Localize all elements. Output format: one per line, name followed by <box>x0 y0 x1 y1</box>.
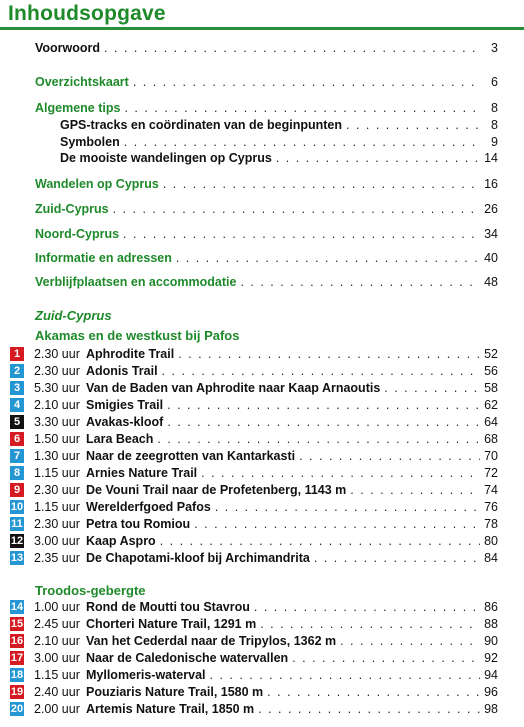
leader-dots <box>123 227 480 241</box>
leader-dots <box>240 275 480 289</box>
trail-number-badge: 17 <box>10 652 24 664</box>
toc-label: GPS-tracks en coördinaten van de beginpunten <box>60 118 342 132</box>
leader-dots <box>162 364 480 378</box>
trail-duration: 2.45 uur <box>34 617 80 631</box>
toc-label: Zuid-Cyprus <box>35 202 109 216</box>
trail-page: 90 <box>484 634 498 648</box>
trail-duration: 3.30 uur <box>34 415 80 429</box>
trail-number-badge: 10 <box>10 501 24 513</box>
trail-name: Petra tou Romiou <box>86 517 191 531</box>
trail-name: Artemis Nature Trail, 1850 m <box>86 702 255 716</box>
toc-label: Informatie en adressen <box>35 251 172 265</box>
trail-page: 84 <box>484 551 498 565</box>
trail-number-badge: 12 <box>10 535 24 547</box>
trail-page: 88 <box>484 617 498 631</box>
trail-number-badge: 16 <box>10 635 24 647</box>
trail-number-badge: 6 <box>10 432 24 446</box>
trail-duration: 1.15 uur <box>34 500 80 514</box>
trail-number-badge: 1 <box>10 347 24 361</box>
toc-entry-algemene-tips[interactable] <box>35 101 498 117</box>
trail-duration: 5.30 uur <box>34 381 80 395</box>
toc-entry-noord-cyprus[interactable] <box>35 227 498 243</box>
region-title-troodos: Troodos-gebergte <box>35 583 146 598</box>
trail-page: 92 <box>484 651 498 665</box>
trail-name: De Chapotami-kloof bij Archimandrita <box>86 551 310 565</box>
trail-row[interactable] <box>10 482 498 498</box>
trail-page: 78 <box>484 517 498 531</box>
trail-name: Naar de Caledonische watervallen <box>86 651 289 665</box>
trail-name: Aphrodite Trail <box>86 347 175 361</box>
trail-page: 96 <box>484 685 498 699</box>
trail-number-badge: 3 <box>10 381 24 395</box>
leader-dots <box>124 135 480 149</box>
toc-entry-gps-tracks[interactable] <box>60 118 498 134</box>
trail-page: 76 <box>484 500 498 514</box>
trail-duration: 1.15 uur <box>34 668 80 682</box>
trail-row[interactable] <box>10 465 498 481</box>
trail-duration: 2.30 uur <box>34 364 80 378</box>
leader-dots <box>267 685 480 699</box>
leader-dots <box>167 398 480 412</box>
trail-number-badge: 4 <box>10 398 24 412</box>
trail-number-badge: 2 <box>10 364 24 378</box>
trail-row[interactable] <box>10 667 498 683</box>
leader-dots <box>210 668 481 682</box>
leader-dots <box>176 251 480 265</box>
trail-page: 56 <box>484 364 498 378</box>
trail-page: 94 <box>484 668 498 682</box>
leader-dots <box>346 118 480 132</box>
trail-duration: 2.30 uur <box>34 347 80 361</box>
trail-page: 52 <box>484 347 498 361</box>
trail-duration: 2.00 uur <box>34 702 80 716</box>
trail-row[interactable] <box>10 701 498 717</box>
toc-page: 16 <box>484 177 498 191</box>
trail-row[interactable] <box>10 516 498 532</box>
trail-row[interactable] <box>10 414 498 430</box>
toc-entry-wandelen-op-cyprus[interactable] <box>35 177 498 193</box>
trail-duration: 2.30 uur <box>34 517 80 531</box>
trail-name: Van de Baden van Aphrodite naar Kaap Arnaoutis <box>86 381 381 395</box>
trail-name: Pouziaris Nature Trail, 1580 m <box>86 685 264 699</box>
trail-row[interactable] <box>10 499 498 515</box>
toc-page: 48 <box>484 275 498 289</box>
trail-duration: 2.10 uur <box>34 634 80 648</box>
leader-dots <box>178 347 480 361</box>
trail-row[interactable] <box>10 616 498 632</box>
trail-row[interactable] <box>10 346 498 362</box>
trail-number-badge: 18 <box>10 669 24 681</box>
trail-page: 98 <box>484 702 498 716</box>
trail-row[interactable] <box>10 650 498 666</box>
trail-duration: 2.10 uur <box>34 398 80 412</box>
trail-name: Rond de Moutti tou Stavrou <box>86 600 250 614</box>
trail-row[interactable] <box>10 397 498 413</box>
toc-label: Algemene tips <box>35 101 121 115</box>
leader-dots <box>160 534 480 548</box>
trail-page: 74 <box>484 483 498 497</box>
leader-dots <box>194 517 480 531</box>
trail-page: 70 <box>484 449 498 463</box>
toc-entry-zuid-cyprus[interactable] <box>35 202 498 218</box>
toc-entry-verblijfplaatsen[interactable] <box>35 275 498 291</box>
trail-page: 64 <box>484 415 498 429</box>
trail-duration: 3.00 uur <box>34 651 80 665</box>
leader-dots <box>350 483 480 497</box>
leader-dots <box>258 702 480 716</box>
trail-page: 80 <box>484 534 498 548</box>
trail-name: Adonis Trail <box>86 364 158 378</box>
leader-dots <box>215 500 480 514</box>
trail-name: Avakas-kloof <box>86 415 164 429</box>
trail-number-badge: 9 <box>10 483 24 497</box>
trail-page: 68 <box>484 432 498 446</box>
trail-name: Kaap Aspro <box>86 534 156 548</box>
leader-dots <box>276 151 480 165</box>
trail-name: Arnies Nature Trail <box>86 466 198 480</box>
toc-entry-voorwoord[interactable] <box>35 41 498 57</box>
trail-duration: 2.40 uur <box>34 685 80 699</box>
toc-page: 8 <box>491 101 498 115</box>
toc-label: Noord-Cyprus <box>35 227 120 241</box>
page-title: Inhoudsopgave <box>8 2 166 25</box>
trail-page: 72 <box>484 466 498 480</box>
trail-name: Van het Cederdal naar de Tripylos, 1362 m <box>86 634 337 648</box>
trail-name: Lara Beach <box>86 432 154 446</box>
region-title-akamas: Akamas en de westkust bij Pafos <box>35 328 240 343</box>
leader-dots <box>163 177 480 191</box>
title-rule <box>0 27 524 30</box>
leader-dots <box>201 466 480 480</box>
trail-duration: 2.35 uur <box>34 551 80 565</box>
toc-entry-overzichtskaart[interactable] <box>35 75 498 91</box>
leader-dots <box>254 600 480 614</box>
trail-page: 62 <box>484 398 498 412</box>
leader-dots <box>384 381 480 395</box>
toc-page: 6 <box>491 75 498 89</box>
trail-page: 86 <box>484 600 498 614</box>
leader-dots <box>167 415 480 429</box>
trail-row[interactable] <box>10 533 498 549</box>
toc-entry-mooiste-wandelingen[interactable] <box>60 151 498 167</box>
leader-dots <box>104 41 480 55</box>
leader-dots <box>260 617 480 631</box>
trail-row[interactable] <box>10 431 498 447</box>
toc-page: 8 <box>491 118 498 132</box>
trail-row[interactable] <box>10 684 498 700</box>
trail-duration: 1.00 uur <box>34 600 80 614</box>
toc-label: Verblijfplaatsen en accommodatie <box>35 275 237 289</box>
trail-row[interactable] <box>10 448 498 464</box>
trail-number-badge: 11 <box>11 518 23 530</box>
leader-dots <box>133 75 480 89</box>
toc-entry-symbolen[interactable] <box>60 135 498 151</box>
leader-dots <box>314 551 480 565</box>
trail-number-badge: 19 <box>10 686 24 698</box>
trail-duration: 1.30 uur <box>34 449 80 463</box>
toc-label: Voorwoord <box>35 41 101 55</box>
trail-duration: 3.00 uur <box>34 534 80 548</box>
trail-name: Werelderfgoed Pafos <box>86 500 211 514</box>
toc-label: Symbolen <box>60 135 120 149</box>
leader-dots <box>292 651 480 665</box>
leader-dots <box>113 202 480 216</box>
trail-row[interactable] <box>10 363 498 379</box>
trail-duration: 1.50 uur <box>34 432 80 446</box>
trail-number-badge: 20 <box>10 703 24 715</box>
leader-dots <box>299 449 480 463</box>
trail-number-badge: 14 <box>10 601 24 613</box>
trail-number-badge: 13 <box>10 552 24 564</box>
leader-dots <box>157 432 480 446</box>
trail-number-badge: 15 <box>10 618 24 630</box>
trail-name: Naar de zeegrotten van Kantarkasti <box>86 449 296 463</box>
trail-duration: 2.30 uur <box>34 483 80 497</box>
section-title: Zuid-Cyprus <box>35 308 112 323</box>
trail-row[interactable] <box>10 550 498 566</box>
toc-label: De mooiste wandelingen op Cyprus <box>60 151 272 165</box>
toc-label: Overzichtskaart <box>35 75 129 89</box>
trail-number-badge: 7 <box>10 449 24 463</box>
trail-row[interactable] <box>10 380 498 396</box>
leader-dots <box>340 634 480 648</box>
trail-name: Smigies Trail <box>86 398 164 412</box>
trail-row[interactable] <box>10 599 498 615</box>
toc-label: Wandelen op Cyprus <box>35 177 159 191</box>
toc-page: 34 <box>484 227 498 241</box>
trail-number-badge: 8 <box>10 466 24 480</box>
trail-name: Chorteri Nature Trail, 1291 m <box>86 617 257 631</box>
trail-number-badge: 5 <box>10 415 24 429</box>
toc-page: 9 <box>491 135 498 149</box>
toc-page: 14 <box>484 151 498 165</box>
leader-dots <box>124 101 480 115</box>
toc-page: 40 <box>484 251 498 265</box>
toc-page: 3 <box>491 41 498 55</box>
trail-page: 58 <box>484 381 498 395</box>
toc-page: 26 <box>484 202 498 216</box>
trail-duration: 1.15 uur <box>34 466 80 480</box>
trail-name: De Vouni Trail naar de Profetenberg, 1143 m <box>86 483 347 497</box>
trail-row[interactable] <box>10 633 498 649</box>
trail-name: Myllomeris-waterval <box>86 668 206 682</box>
toc-entry-informatie[interactable] <box>35 251 498 267</box>
